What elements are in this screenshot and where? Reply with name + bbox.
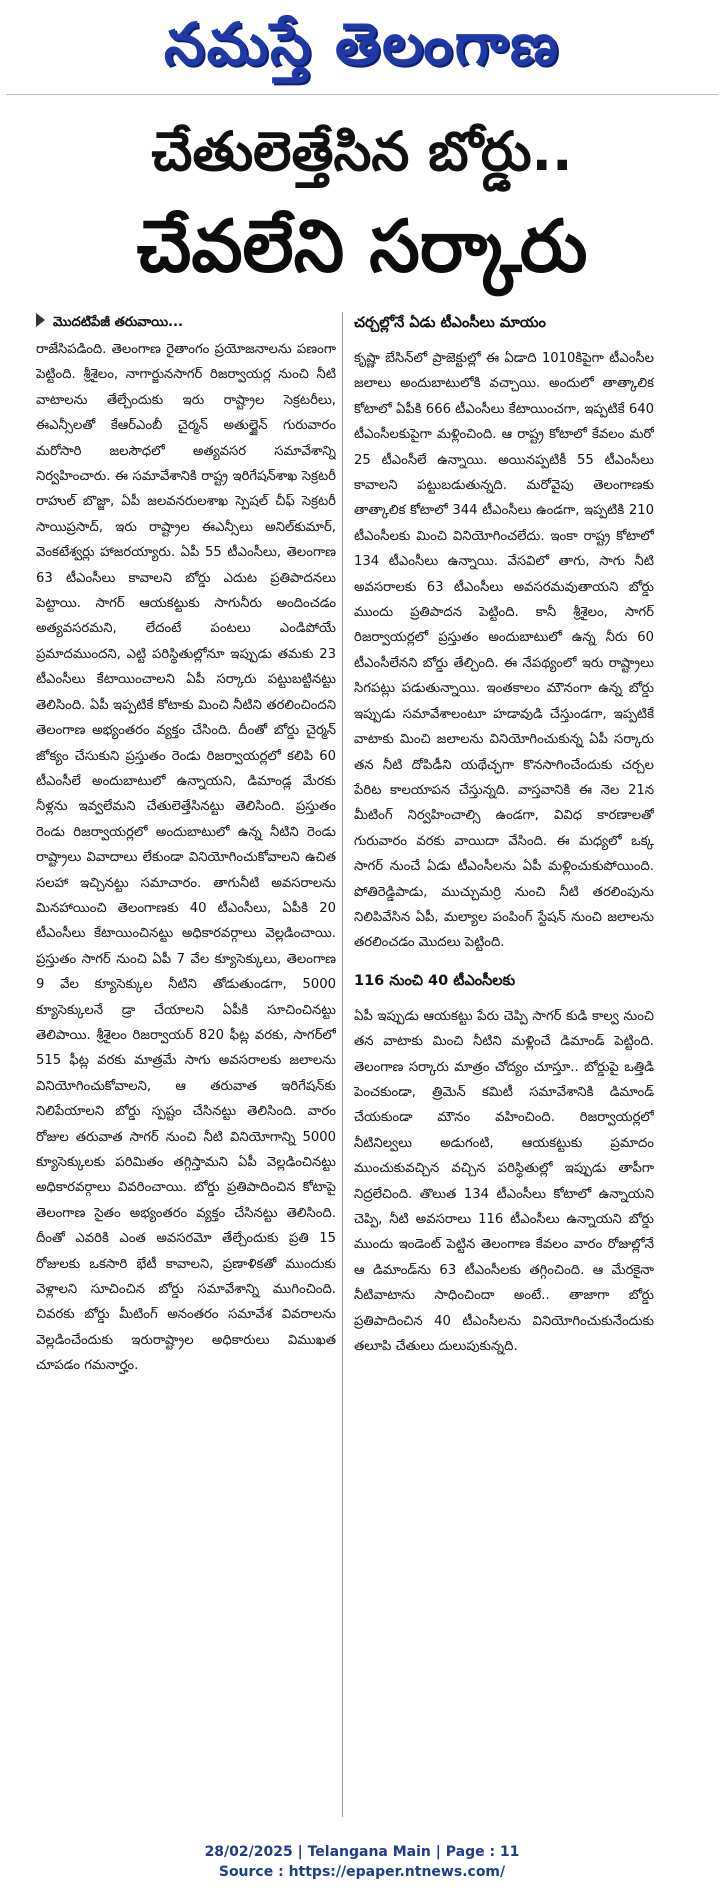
column-divider	[342, 312, 343, 1817]
right-column-body-2: ఏపీ ఇప్పుడు ఆయకట్టు పేరు చెప్పి సాగర్ కుడి కాల్వ నుంచి తన వాటాకు మించి నీటిని మళ్లించే డిమాండ్ పెట్టింది. తెలంగాణ సర్కారు మాత్రం చోద్యం చూస్తూ.. బోర్డుపై ఒత్తిడి పెంచకుండా, త్రిమెన్ కమిటీ సమావేశానికి డిమాండ్ చేయకుండా మౌనం వహించింది. రిజర్వాయర్లలో నీటినిల్వలు అడుగంటి, ఆయకట్టుకు ప్రమాదం ముంచుకువచ్చిన వచ్చిన పరిస్థితుల్లో ఇప్పుడు తాపీగా నిద్రలేచింది. తొలుత 134 టీఎంసీలు కోటాలో ఉన్నాయని చెప్పి, నీటి అవసరాలు 116 టీఎంసీలు ఉన్నాయని బోర్డు ముందు ఇండెంట్ పెట్టిన తెలంగాణ కేవలం వారం రోజుల్లోనే ఆ డిమాండ్‌ను 63 టీఎంసీలకు తగ్గించింది. ఆ మేరకైనా నీటివాటాను సాధించిందా అంటే.. తాజాగా బోర్డు ప్రతిపాదించిన 40 టీఎంసీలను వినియోగించుకునేందుకు తలూపి చేతులు దులుపుకున్నది.	[354, 1008, 654, 1355]
left-column	[36, 310, 336, 1830]
page-footer	[0, 1842, 724, 1882]
continuation-label: మొదటిపేజీ తరువాయి...	[53, 315, 184, 330]
footer-edition-info: 28/02/2025 | Telangana Main | Page : 11	[204, 1844, 520, 1860]
subheading-1: చర్చల్లోనే ఏడు టీఎంసీలు మాయం	[354, 315, 546, 331]
continuation-marker	[36, 310, 336, 336]
left-column-body: రాజేసిపడింది. తెలంగాణ రైతాంగం ప్రయోజనాలను పణంగా పెట్టింది. శ్రీశైలం, నాగార్జునసాగర్ రిజర్వాయర్ల నుంచి నీటి వాటాలను తేల్చేందుకు ఇరు రాష్ట్రాల సెక్రటరీలు, ఈఎన్సీలతో కేఆర్ఎంబీ చైర్మన్ అతుల్జైన్ గురువారం మరోసారి జలసౌధలో అత్యవసర సమావేశాన్ని నిర్వహించారు. ఈ సమావేశానికి రాష్ట్ర ఇరిగేషన్‌శాఖ సెక్రటరీ రాహుల్ బొజ్జా, ఏపీ జలవనరులశాఖ స్పెషల్ చీఫ్ సెక్రటరీ సాయిప్రసాద్, ఇరు రాష్ట్రాల ఈఎన్సీలు అనిల్‌కుమార్, వెంకటేశ్వర్లు హాజరయ్యారు. ఏపీ 55 టీఎంసీలు, తెలంగాణ 63 టీఎంసీలు కావాలని బోర్డు ఎదుట ప్రతిపాదనలు పెట్టాయి. సాగర్ ఆయకట్టుకు సాగునీరు అందించడం అత్యవసరమని, లేదంటే పంటలు ఎండిపోయే ప్రమాదముందని, ఎట్టి పరిస్థితుల్లోనూ ఇప్పుడు తమకు 23 టీఎంసీలు కేటాయించాలని ఏపీ సర్కారు పట్టుబట్టినట్టు తెలిసింది. ఏపీ ఇప్పటికే కోటాకు మించి నీటిని తరలించిందని తెలంగాణ అభ్యంతరం వ్యక్తం చేసింది. దీంతో బోర్డు చైర్మన్ జోక్యం చేసుకుని ప్రస్తుతం రెండు రిజర్వాయర్లలో కలిపి 60 టీఎంసీలే అందుబాటులో ఉన్నాయని, డిమాండ్ల మేరకు నీళ్లను ఇవ్వలేమని చేతులెత్తేసినట్టు తెలిసింది. ప్రస్తుతం రెండు రిజర్వాయర్లలో అందుబాటులో ఉన్న నీటిని రెండు రాష్ట్రాలు వివాదాలు లేకుండా వినియోగించుకోవాలని ఉచిత సలహా ఇచ్చినట్టు సమాచారం. తాగునీటి అవసరాలను మినహాయించి తెలంగాణకు 40 టీఎంసీలు, ఏపీకి 20 టీఎంసీలు కేటాయించినట్టు అధికారవర్గాలు వెల్లడించాయి. ప్రస్తుతం సాగర్ నుంచి ఏపీ 7 వేల క్యూసెక్కులు, తెలంగాణ 9 వేల క్యూసెక్కుల నీటిని తోడుతుండగా, 5000 క్యూసెక్కులనే డ్రా చేయాలని ఏపీకి సూచించినట్టు తెలిపాయి. శ్రీశైలం రిజర్వాయర్ 820 ఫీట్ల వరకు, సాగర్‌లో 515 ఫీట్ల వరకు మాత్రమే సాగు అవసరాలకు జలాలను వినియోగించుకోవాలని, ఆ తరువాత ఇరిగేషన్‌కు నిలిపేయాలని బోర్డు స్పష్టం చేసినట్టు తెలిసింది. వారం రోజుల తరువాత సాగర్ నుంచి నీటి వినియోగాన్ని 5000 క్యూసెక్కులకు పరిమితం తగ్గిస్తామని ఏపీ వెల్లడించినట్టు అధికారవర్గాలు వివరించాయి. బోర్డు ప్రతిపాదించిన కోటాపై తెలంగాణ సైతం అభ్యంతరం వ్యక్తం చేసినట్టు తెలిసింది. దీంతో ఎవరికి ఎంత అవసరమో తేల్చేందుకు ప్రతి 15 రోజులకు ఒకసారి భేటీ కావాలని, ప్రణాళికతో ముందుకు వెళ్లాలని సూచించిన బోర్డు సమావేశాన్ని ముగించింది. చివరకు బోర్డు మీటింగ్ అనంతరం సమావేశ వివరాలను వెల్లడించేందుకు ఇరురాష్ట్రాల అధికారులు విముఖత చూపడం గమనార్హం.	[36, 342, 336, 1374]
arrow-right-icon	[36, 313, 45, 327]
footer-source: Source : https://epaper.ntnews.com/	[218, 1864, 506, 1880]
headline-line-1: చేతులెత్తేసిన బోర్డు..	[151, 120, 573, 183]
masthead-logo: నమస్తే తెలంగాణ	[164, 10, 560, 78]
subheading-2: 116 నుంచి 40 టీఎంసీలకు	[354, 972, 516, 989]
right-column	[354, 310, 654, 1830]
article-columns	[36, 310, 716, 1830]
masthead-divider	[6, 94, 718, 95]
headline-line-2: చేవలేని సర్కారు	[136, 204, 588, 288]
right-column-body-1: కృష్ణా బేసిన్‌లో ప్రాజెక్టుల్లో ఈ ఏడాది 1010కిపైగా టీఎంసీల జలాలు అందుబాటులోకి వచ్చాయి. అందులో తాత్కాలిక కోటాలో ఏపీకి 666 టీఎంసీలు కేటాయించగా, ఇప్పటికే 640 టీఎంసీలకుపైగా మళ్లించింది. ఆ రాష్ట్ర కోటాలో కేవలం మరో 25 టీఎంసీలే ఉన్నాయి. అయినప్పటికీ 55 టీఎంసీలు కావాలని పట్టుబడుతున్నది. మరోవైపు తెలంగాణకు తాత్కాలిక కోటాలో 344 టీఎంసీలు ఉండగా, ఇప్పటికి 210 టీఎంసీలకు మించి వినియోగించలేదు. ఇంకా రాష్ట్ర కోటాలో 134 టీఎంసీలు ఉన్నాయి. వేసవిలో తాగు, సాగు నీటి అవసరాలకు 63 టీఎంసీలు అవసరమవుతాయని బోర్డు ముందు ప్రతిపాదన పెట్టింది. కానీ శ్రీశైలం, సాగర్ రిజర్వాయర్లలో ప్రస్తుతం అందుబాటులో ఉన్న నీరు 60 టీఎంసీలేనని బోర్డు తేల్చింది. ఈ నేపథ్యంలో ఇరు రాష్ట్రాలు సిగపట్లు పడుతున్నాయి. ఇంతకాలం మౌనంగా ఉన్న బోర్డు ఇప్పుడు సమావేశాలంటూ హడావుడి చేస్తుండగా, ఇప్పటికే వాటాకు మించి జలాలను వినియోగించుకున్న ఏపీ సర్కారు తన నీటి దోపిడీని యథేచ్ఛగా కొనసాగించేందుకు చర్చల పేరిట కాలయాపన చేస్తున్నది. వాస్తవానికి ఈ నెల 21న మీటింగ్ నిర్వహించాల్సి ఉండగా, వివిధ కారణాలతో గురువారం వరకు వాయిదా వేసింది. ఈ మధ్యలో ఒక్క సాగర్ నుంచే ఏడు టీఎంసీలను ఏపీ మళ్లించుకుపోయింది. పోతిరెడ్డిపాడు, ముచ్చుమర్రి నుంచి నీటి తరలింపును నిలిపివేసిన ఏపీ, మల్యాల పంపింగ్ స్టేషన్ నుంచి జలాలను తరలించడం మొదలు పెట్టింది.	[354, 351, 654, 951]
